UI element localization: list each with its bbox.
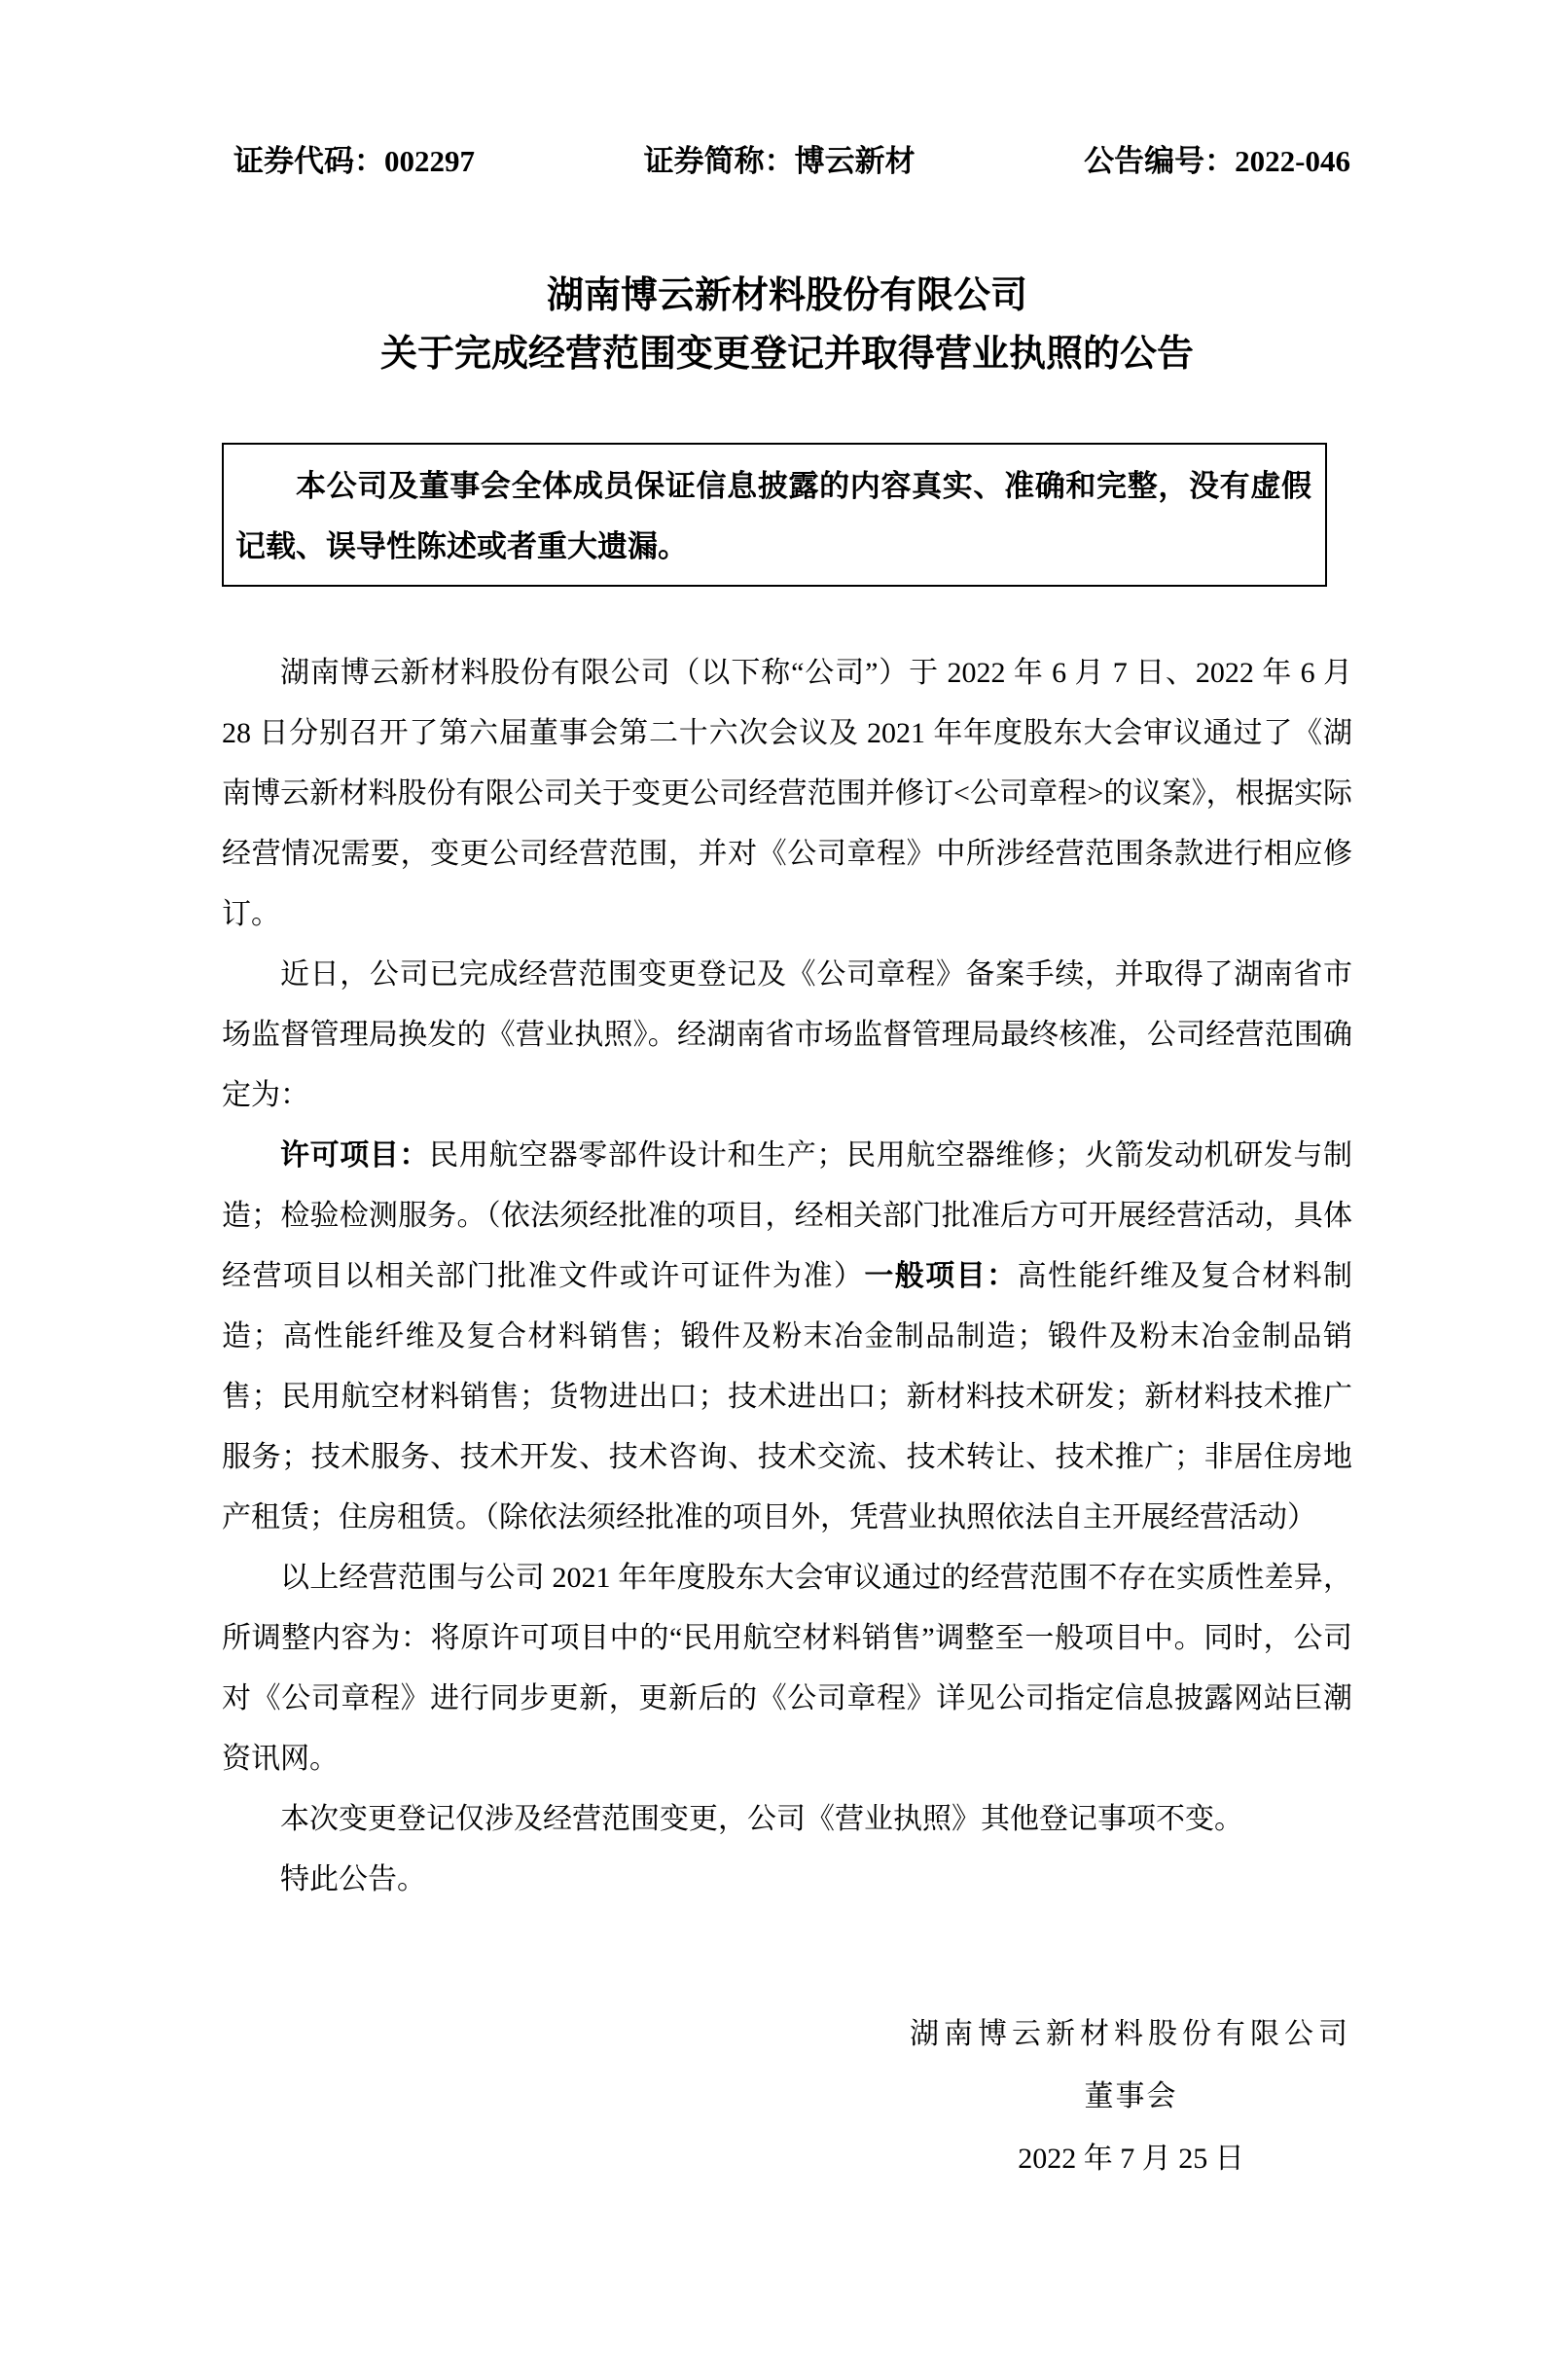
disclaimer-box xyxy=(222,443,1327,587)
text-run: 民用航空器零部件设计和生产；民用航空器维修；火箭发动机研发与制造；检验检测服务。（依法须经批准的项目，经相关部门批准后方可开展经营活动，具体经营项目以相关部门批准文件或许可证件为准） xyxy=(222,1139,1353,1292)
body-paragraph xyxy=(222,1126,1352,1548)
stock-code-label: 证券代码：002297 xyxy=(233,144,475,178)
signature-board: 董事会 xyxy=(1084,2080,1178,2112)
body-paragraph xyxy=(222,1850,1352,1910)
body-paragraph xyxy=(222,643,1352,945)
title-line-company: 湖南博云新材料股份有限公司 xyxy=(546,275,1027,316)
body-paragraph xyxy=(222,1789,1352,1850)
body-paragraph xyxy=(222,1548,1352,1789)
title-line-subject: 关于完成经营范围变更登记并取得营业执照的公告 xyxy=(379,334,1194,375)
page-title xyxy=(222,267,1352,383)
text-run: 以上经营范围与公司 2021 年年度股东大会审议通过的经营范围不存在实质性差异，所调整内容为：将原许可项目中的“民用航空材料销售”调整至一般项目中。同时，公司对《公司章程》进行同步更新，更新后的《公司章程》详见公司指定信息披露网站巨潮资讯网。 xyxy=(222,1562,1352,1775)
document-body xyxy=(222,643,1352,1910)
announcement-number-label: 公告编号：2022-046 xyxy=(1084,144,1350,178)
text-run: 近日，公司已完成经营范围变更登记及《公司章程》备案手续，并取得了湖南省市场监督管理局换发的《营业执照》。经湖南省市场监督管理局最终核准，公司经营范围确定为： xyxy=(222,958,1352,1111)
document-content xyxy=(222,0,1352,2190)
bold-text-run: 许可项目： xyxy=(280,1139,430,1172)
text-run: 本次变更登记仅涉及经营范围变更，公司《营业执照》其他登记事项不变。 xyxy=(280,1803,1243,1835)
stock-name-label: 证券简称：博云新材 xyxy=(643,144,916,178)
text-run: 高性能纤维及复合材料制造；高性能纤维及复合材料销售；锻件及粉末冶金制品制造；锻件及粉末冶金制品销售；民用航空材料销售；货物进出口；技术进出口；新材料技术研发；新材料技术推广服务；技术服务、技术开发、技术咨询、技术交流、技术转让、技术推广；非居住房地产租赁；住房租赁。（除依法须经批准的项目外，凭营业执照依法自主开展经营活动） xyxy=(222,1260,1353,1533)
body-paragraph xyxy=(222,945,1352,1126)
signature-block xyxy=(910,2003,1352,2190)
disclaimer-text: 本公司及董事会全体成员保证信息披露的内容真实、准确和完整，没有虚假记载、误导性陈述或者重大遗漏。 xyxy=(235,469,1311,563)
bold-text-run: 一般项目： xyxy=(864,1260,1018,1292)
document-header xyxy=(222,142,1352,181)
signature-company: 湖南博云新材料股份有限公司 xyxy=(910,2018,1352,2050)
signature-date: 2022 年 7 月 25 日 xyxy=(1018,2143,1244,2175)
text-run: 特此公告。 xyxy=(280,1863,426,1895)
text-run: 湖南博云新材料股份有限公司（以下称“公司”）于 2022 年 6 月 7 日、2022 年 6 月 28 日分别召开了第六届董事会第二十六次会议及 2021 年年度股东大会审议通过了《湖南博云新材料股份有限公司关于变更公司经营范围并修订<公司章程>的议案》，根据实际经营情况需要，变更公司经营范围，并对《公司章程》中所涉经营范围条款进行相应修订。 xyxy=(222,657,1352,930)
